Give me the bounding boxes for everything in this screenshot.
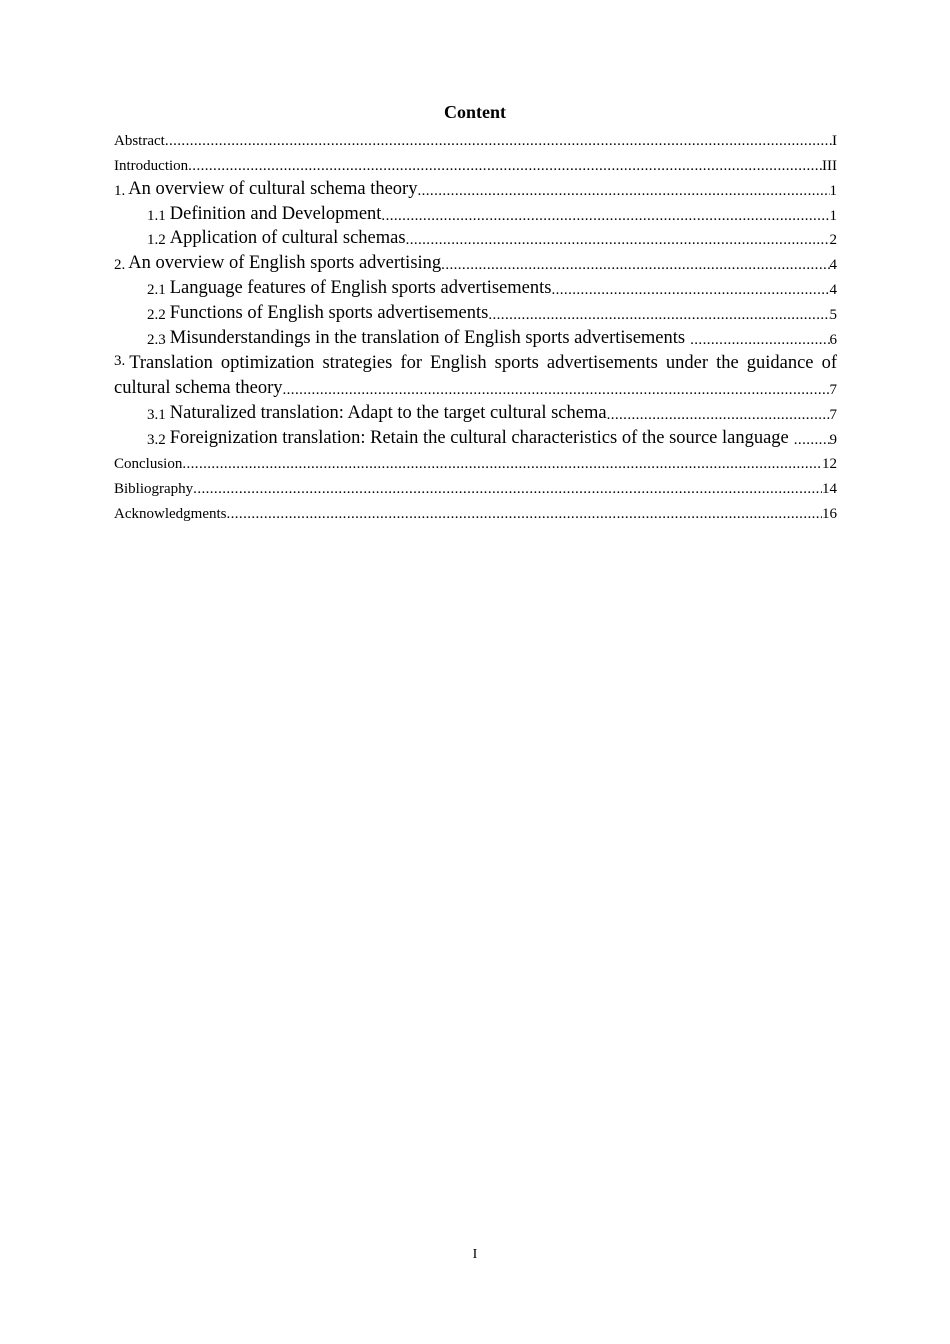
toc-entry-text: An overview of English sports advertising [128, 253, 442, 274]
toc-entry-number: 1.2 [147, 232, 166, 249]
toc-entry-number: 1.1 [147, 207, 166, 224]
toc-entry-page: 7 [829, 381, 837, 398]
toc-entry-number: 1. [114, 182, 126, 199]
toc-entry-page: 12 [822, 456, 837, 473]
toc-entry-abstract[interactable] [114, 125, 837, 150]
toc-entry-text: Application of cultural schemas [169, 228, 406, 249]
toc-entry-text: Introduction [114, 157, 189, 174]
toc-entry-page: 6 [829, 332, 837, 349]
toc-leader-dots [690, 332, 829, 349]
toc-entry-section-2-2[interactable] [114, 299, 837, 324]
toc-leader-dots [188, 158, 822, 175]
toc-leader-dots [182, 456, 822, 473]
toc-entry-acknowledgments[interactable] [114, 498, 837, 523]
toc-entry-bibliography[interactable] [114, 473, 837, 498]
toc-entry-section-2-3[interactable] [114, 324, 837, 349]
toc-entry-page: 2 [829, 232, 837, 249]
toc-entry-number: 2.2 [147, 307, 166, 324]
toc-leader-dots [794, 432, 830, 449]
toc-entry-number: 3. [114, 352, 126, 369]
toc-leader-dots [488, 307, 829, 324]
toc-entry-page: 4 [829, 257, 837, 274]
toc-entry-page: 1 [829, 182, 837, 199]
toc-entry-page: 5 [829, 307, 837, 324]
toc-entry-number: 3.1 [147, 406, 166, 423]
toc-leader-dots [551, 282, 829, 299]
toc-entry-text: Misunderstandings in the translation of English sports advertisements [169, 328, 686, 349]
toc-entry-chapter-2[interactable] [114, 249, 837, 274]
toc-entry-number: 2. [114, 257, 126, 274]
toc-leader-dots [406, 232, 830, 249]
toc-entry-line-1 [114, 349, 837, 374]
toc-entry-page: 14 [822, 481, 837, 498]
toc-entry-chapter-3[interactable] [114, 349, 837, 399]
toc-entry-section-3-1[interactable] [114, 399, 837, 424]
table-of-contents [114, 125, 837, 523]
toc-entry-number: 3.2 [147, 431, 166, 448]
toc-entry-page: 4 [829, 282, 837, 299]
toc-entry-section-1-1[interactable] [114, 200, 837, 225]
toc-entry-chapter-1[interactable] [114, 175, 837, 200]
toc-leader-dots [607, 407, 830, 424]
toc-entry-page: I [832, 132, 837, 149]
toc-entry-section-2-1[interactable] [114, 274, 837, 299]
toc-entry-line-2 [114, 374, 837, 399]
toc-entry-number: 2.1 [147, 282, 166, 299]
toc-entry-text: Naturalized translation: Adapt to the target cultural schema [169, 402, 607, 423]
toc-entry-text: Definition and Development [169, 203, 382, 224]
toc-entry-page: 16 [822, 506, 837, 523]
toc-entry-text: cultural schema theory [114, 377, 283, 398]
page-number: I [472, 1247, 478, 1262]
toc-entry-page: III [822, 157, 837, 174]
toc-entry-text: Functions of English sports advertisements [169, 303, 489, 324]
toc-entry-text: Foreignization translation: Retain the cultural characteristics of the source language [169, 427, 789, 448]
toc-entry-section-3-2[interactable] [114, 424, 837, 449]
toc-leader-dots [441, 257, 829, 274]
toc-entry-introduction[interactable] [114, 150, 837, 175]
toc-leader-dots [381, 208, 829, 225]
toc-entry-text: Translation optimization strategies for English sports advertisements under the guidance of [129, 352, 837, 373]
toc-entry-section-1-2[interactable] [114, 225, 837, 250]
toc-entry-text: Conclusion [114, 456, 183, 473]
toc-entry-text: Language features of English sports advertisements [169, 278, 552, 299]
toc-title: Content [444, 102, 506, 122]
toc-entry-page: 1 [829, 207, 837, 224]
toc-entry-number: 2.3 [147, 332, 166, 349]
toc-leader-dots [283, 382, 830, 399]
toc-entry-text: Abstract [114, 132, 165, 149]
toc-leader-dots [165, 133, 832, 150]
toc-leader-dots [226, 506, 822, 523]
toc-leader-dots [193, 481, 822, 498]
toc-entry-page: 7 [829, 406, 837, 423]
toc-entry-conclusion[interactable] [114, 449, 837, 474]
toc-entry-text: Bibliography [114, 481, 194, 498]
toc-entry-text: An overview of cultural schema theory [128, 178, 418, 199]
toc-entry-page: 9 [829, 431, 837, 448]
toc-entry-text-line-1 [114, 353, 837, 374]
toc-leader-dots [417, 183, 829, 200]
toc-entry-text: Acknowledgments [114, 506, 227, 523]
